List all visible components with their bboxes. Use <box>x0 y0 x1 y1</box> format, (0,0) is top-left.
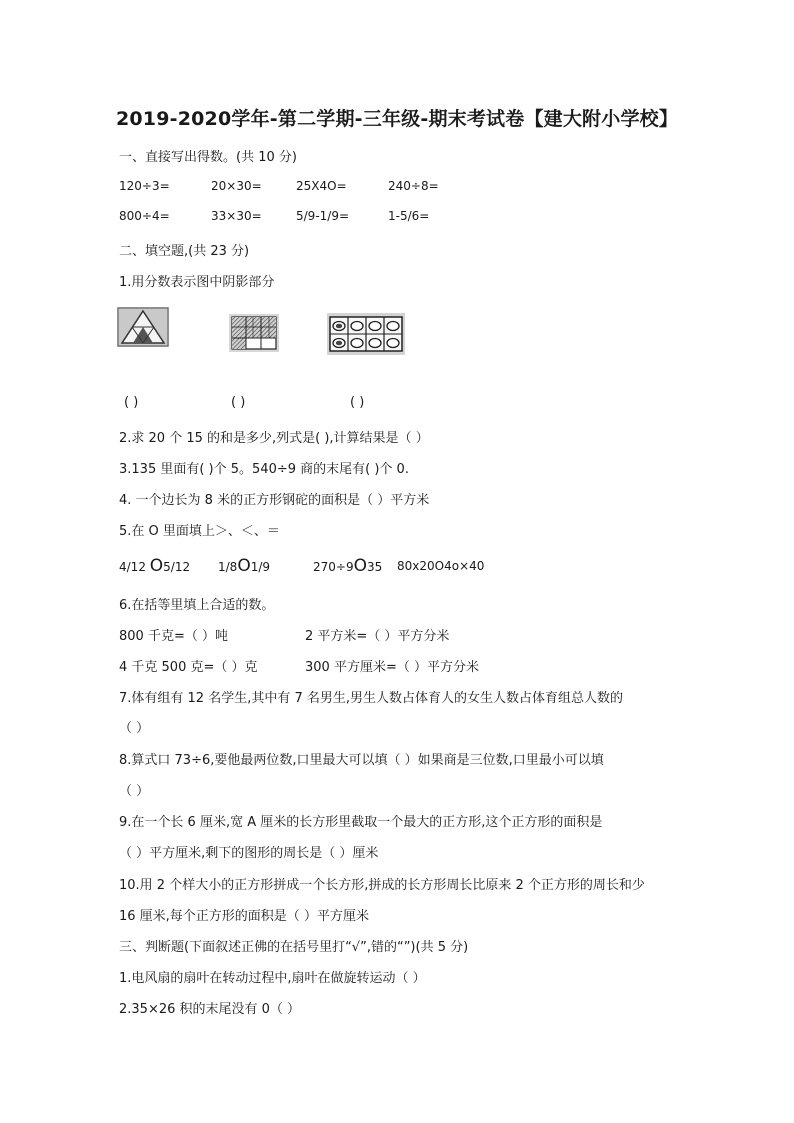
calc-item: 1-5/6= <box>388 209 430 223</box>
compare-circle[interactable]: O <box>149 556 164 576</box>
answer-blank[interactable]: ( ) <box>350 395 365 410</box>
ovals-figure <box>327 313 405 355</box>
judge-question-1: 1.电风扇的扇叶在转动过程中,扇叶在做旋转运动（ ） <box>119 971 426 986</box>
compare-right: 35 <box>366 560 383 574</box>
question-8: 8.算式口 73÷6,要他最两位数,口里最大可以填（ ）如果商是三位数,口里最小可以填 <box>119 753 604 768</box>
unit-conversion: 2 平方米=（ ）平方分米 <box>305 629 450 644</box>
calc-item: 120÷3= <box>119 179 170 193</box>
compare-left: 4/12 <box>119 560 150 574</box>
unit-conversion: 300 平方厘米=（ ）平方分米 <box>305 660 479 675</box>
answer-blank[interactable]: ( ) <box>124 395 139 410</box>
answer-blank[interactable]: ( ) <box>231 395 246 410</box>
question-10-cont: 16 厘米,每个正方形的面积是（ ）平方厘米 <box>119 909 369 924</box>
section3-heading: 三、判断题(下面叙述正佛的在括号里打“√”,错的“”)(共 5 分) <box>119 940 469 955</box>
compare-item <box>218 556 270 576</box>
compare-left: 270÷9 <box>313 560 354 574</box>
calc-item: 800÷4= <box>119 209 170 223</box>
page-title: 2019-2020学年-第二学期-三年级-期末考试卷【建大附小学校】 <box>115 108 679 130</box>
section2-heading: 二、填空题,(共 23 分) <box>119 244 250 259</box>
question-4: 4. 一个边长为 8 米的正方形钢砣的面积是（ ）平方米 <box>119 493 430 508</box>
compare-item <box>119 556 190 576</box>
calc-item: 20×30= <box>211 179 262 193</box>
calc-item: 240÷8= <box>388 179 439 193</box>
grid-figure <box>229 314 279 352</box>
unit-conversion: 800 千克=（ ）吨 <box>119 629 228 644</box>
compare-item <box>313 556 382 576</box>
answer-blank[interactable]: （ ） <box>119 784 150 799</box>
compare-item <box>397 559 484 573</box>
question-3: 3.135 里面有( )个 5。540÷9 商的末尾有( )个 0. <box>119 462 409 477</box>
judge-question-2: 2.35×26 积的末尾没有 0（ ） <box>119 1002 301 1017</box>
question-2: 2.求 20 个 15 的和是多少,列式是( ),计算结果是（ ） <box>119 431 429 446</box>
triangle-figure <box>117 307 169 347</box>
question-7: 7.体有组有 12 名学生,其中有 7 名男生,男生人数占体育人的女生人数占体育组总人数的 <box>119 691 624 706</box>
calc-item: 33×30= <box>211 209 262 223</box>
calc-item: 5/9-1/9= <box>296 209 350 223</box>
compare-left: 80x20O4o×40 <box>397 559 485 573</box>
question-1: 1.用分数表示图中阴影部分 <box>119 275 275 290</box>
unit-conversion: 4 千克 500 克=（ ）克 <box>119 660 258 675</box>
answer-blank[interactable]: （ ） <box>119 721 150 736</box>
section1-heading: 一、直接写出得数。(共 10 分) <box>119 150 297 165</box>
calc-item: 25X4O= <box>296 179 347 193</box>
question-6: 6.在括等里填上合适的数。 <box>119 598 275 613</box>
compare-circle[interactable]: O <box>237 556 251 576</box>
compare-left: 1/8 <box>218 560 238 574</box>
question-10: 10.用 2 个样大小的正方形拼成一个长方形,拼成的长方形周长比原来 2 个正方形的周长和少 <box>119 878 645 893</box>
question-9-cont: （ ）平方厘米,剩下的图形的周长是（ ）厘米 <box>119 846 379 861</box>
compare-right: 5/12 <box>163 560 191 574</box>
compare-right: 1/9 <box>250 560 271 574</box>
compare-circle[interactable]: O <box>353 556 367 576</box>
question-5: 5.在 O 里面填上＞、＜、＝ <box>119 524 280 539</box>
question-9: 9.在一个长 6 厘米,宽 A 厘米的长方形里截取一个最大的正方形,这个正方形的面积是 <box>119 815 603 830</box>
